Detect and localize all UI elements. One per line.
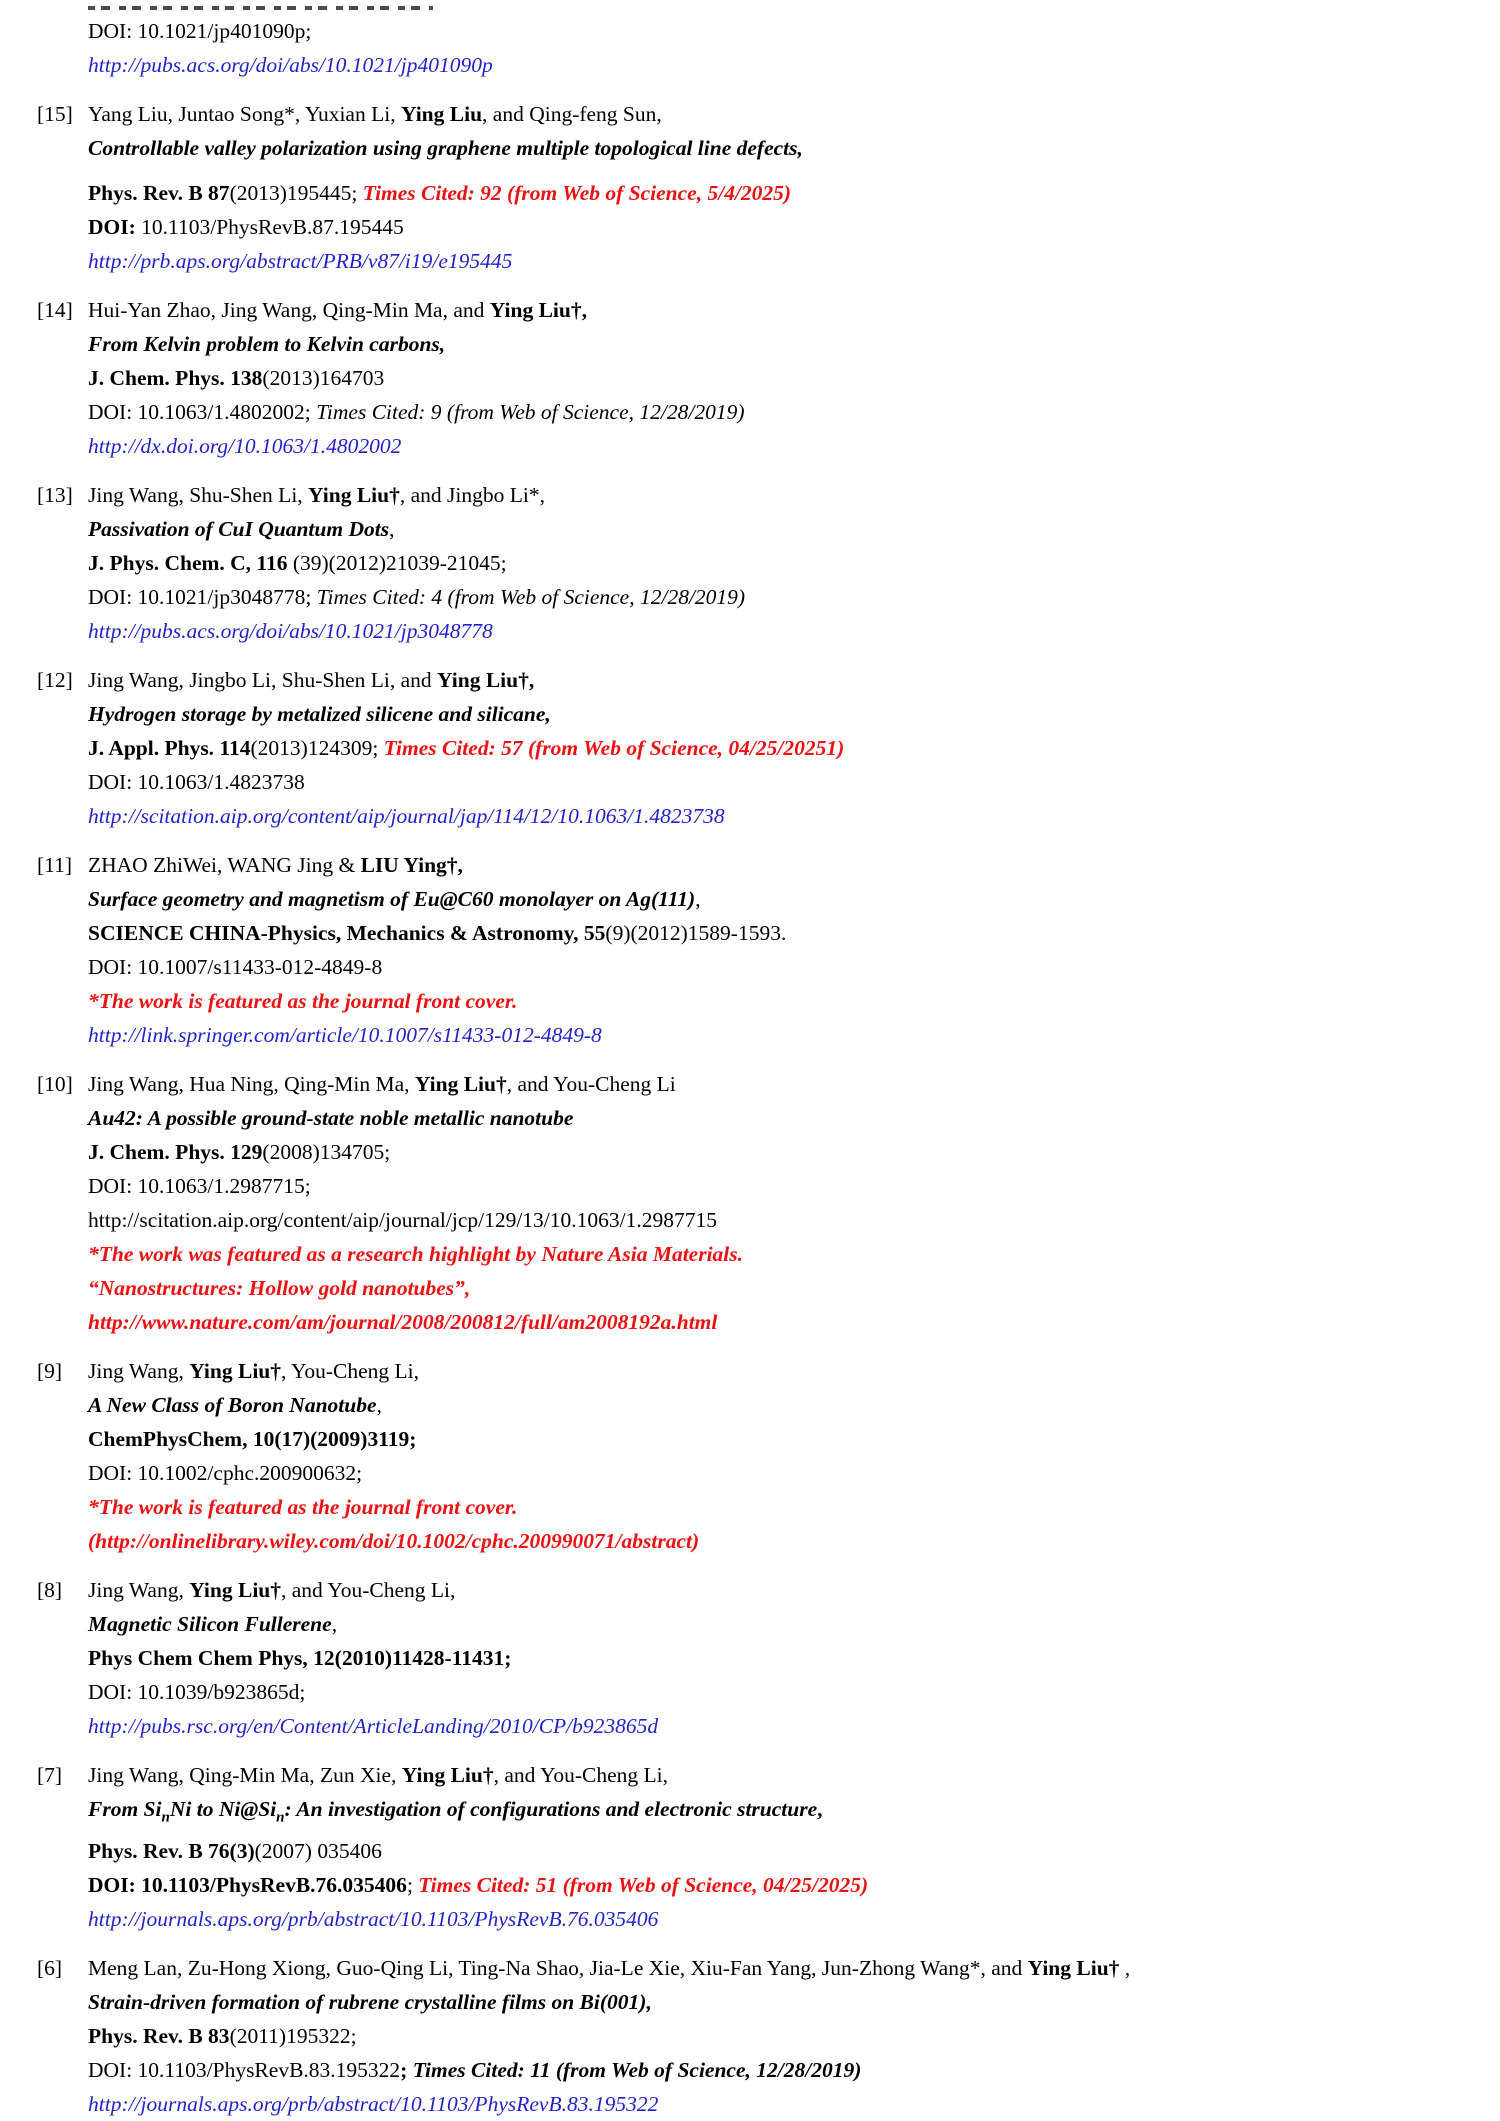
text-segment: Jing Wang, Hua Ning, Qing-Min Ma,: [88, 1072, 415, 1096]
text-segment: (2013)195445;: [229, 181, 363, 205]
text-segment: , and Qing-feng Sun,: [482, 102, 662, 126]
publication-entry: [37, 293, 1480, 463]
text-segment: ChemPhysChem, 10(17)(2009)3119;: [88, 1427, 417, 1451]
entry-line: [88, 1607, 1480, 1641]
text-segment: Hui-Yan Zhao, Jing Wang, Qing-Min Ma, and: [88, 298, 490, 322]
entry-line: [88, 546, 1480, 580]
text-segment: J. Phys. Chem. C, 116: [88, 551, 288, 575]
entry-body: [88, 293, 1480, 463]
text-segment: Times Cited: 92 (from Web of Science, 5/4/2025): [362, 181, 792, 205]
entry-line: [88, 131, 1480, 165]
entry-body: [88, 478, 1480, 648]
entry-line: [88, 176, 1480, 210]
publication-entry-partial: [37, 14, 1480, 82]
text-segment: DOI: 10.1007/s11433-012-4849-8: [88, 955, 383, 979]
text-segment: Yang Liu, Juntao Song*, Yuxian Li,: [88, 102, 401, 126]
text-segment: (2008)134705;: [262, 1140, 391, 1164]
text-segment: Times Cited: 11 (from Web of Science, 12/28/2019): [412, 2058, 862, 2083]
entry-line: [88, 1792, 1480, 1834]
entry-line: [88, 882, 1480, 916]
entry-line: [88, 210, 1480, 244]
publication-entry: [37, 97, 1480, 278]
text-segment: Jing Wang, Jingbo Li, Shu-Shen Li, and: [88, 668, 438, 692]
text-segment: (2013)164703: [262, 366, 385, 390]
text-segment: Jing Wang,: [88, 1578, 190, 1602]
text-segment: (39)(2012)21039-21045;: [287, 551, 507, 575]
entry-number: [6]: [37, 1956, 63, 1981]
entry-line: [88, 697, 1480, 731]
url-link[interactable]: http://prb.aps.org/abstract/PRB/v87/i19/e195445: [88, 249, 513, 273]
text-segment: ,: [376, 1393, 382, 1417]
publication-entry: [37, 1758, 1480, 1936]
text-segment: Magnetic Silicon Fullerene: [88, 1612, 332, 1636]
entry-body: [88, 1067, 1480, 1339]
entry-line: [88, 1067, 1480, 1101]
publication-entry: [37, 478, 1480, 648]
text-segment: Phys. Rev. B 83: [88, 2024, 230, 2049]
text-segment: DOI: 10.1021/jp401090p;: [88, 19, 312, 43]
text-segment: Strain-driven formation of rubrene crystalline films on Bi(001),: [88, 1990, 652, 2015]
entry-line: [88, 765, 1480, 799]
text-segment: Phys. Rev. B 76(3): [88, 1839, 255, 1864]
entry-line: [88, 1388, 1480, 1422]
entry-body: [88, 1354, 1480, 1558]
text-segment: DOI: 10.1039/b923865d;: [88, 1680, 306, 1704]
url-link[interactable]: http://pubs.acs.org/doi/abs/10.1021/jp401090p: [88, 53, 493, 77]
text-segment: Phys. Rev. B 87: [88, 181, 230, 205]
text-segment: From Si: [88, 1797, 162, 1821]
text-segment: Times Cited: 57 (from Web of Science, 04/25/20251): [383, 736, 845, 760]
text-segment: Ying Liu†: [414, 1072, 507, 1096]
text-segment: DOI: 10.1063/1.4802002;: [88, 400, 317, 424]
entry-line: [88, 1271, 1480, 1305]
entry-body: [88, 1573, 1480, 1743]
clipped-text-fragment: [88, 6, 433, 10]
entry-line: [88, 1135, 1480, 1169]
text-segment: LIU Ying†,: [360, 853, 463, 877]
url-link[interactable]: http://dx.doi.org/10.1063/1.4802002: [88, 434, 402, 458]
entry-number: [12]: [37, 668, 73, 692]
text-segment: 10.1103/PhysRevB.87.195445: [135, 215, 404, 239]
entry-line: [88, 614, 1480, 648]
text-segment: , and You-Cheng Li,: [493, 1763, 668, 1787]
publication-entry: [37, 848, 1480, 1052]
entry-line: [88, 478, 1480, 512]
entry-line: [88, 48, 1480, 82]
text-segment: Ying Liu†: [189, 1578, 282, 1602]
entry-line: [88, 799, 1480, 833]
text-segment: ZHAO ZhiWei, WANG Jing &: [88, 853, 361, 877]
text-segment: (2013)124309;: [250, 736, 384, 760]
text-segment: Jing Wang, Qing-Min Ma, Zun Xie,: [88, 1763, 402, 1787]
text-segment: Ying Liu†: [401, 1763, 494, 1787]
entry-line: [88, 14, 1480, 48]
url-link[interactable]: http://scitation.aip.org/content/aip/journal/jap/114/12/10.1063/1.4823738: [88, 804, 725, 828]
entry-line: [88, 1018, 1480, 1052]
entry-line: [88, 429, 1480, 463]
entry-line: [88, 1237, 1480, 1271]
text-segment: Au42: A possible ground-state noble metallic nanotube: [88, 1106, 574, 1130]
text-segment: DOI: 10.1063/1.4823738: [88, 770, 305, 794]
entry-line: [88, 1490, 1480, 1524]
text-segment: Hydrogen storage by metalized silicene and silicane,: [88, 702, 551, 726]
entry-number: [9]: [37, 1359, 63, 1383]
entry-line: [88, 663, 1480, 697]
entry-body: [88, 14, 1480, 82]
text-segment: http://www.nature.com/am/journal/2008/200812/full/am2008192a.html: [88, 1310, 718, 1334]
text-segment: Surface geometry and magnetism of Eu@C60 monolayer on Ag(111): [88, 887, 696, 911]
text-segment: DOI: 10.1063/1.2987715;: [88, 1174, 311, 1198]
url-link[interactable]: http://pubs.rsc.org/en/Content/ArticleLanding/2010/CP/b923865d: [88, 1714, 659, 1738]
entry-number: [7]: [37, 1763, 63, 1787]
entry-line: [88, 1203, 1480, 1237]
text-segment: Ying Liu†: [189, 1359, 282, 1383]
entry-line: [88, 1524, 1480, 1558]
text-segment: Ying Liu†,: [489, 298, 587, 322]
publication-entry: [37, 1354, 1480, 1558]
text-segment: Jing Wang,: [88, 1359, 190, 1383]
text-segment: Times Cited: 4 (from Web of Science, 12/28/2019): [316, 585, 746, 609]
text-segment: ;: [400, 2058, 413, 2083]
text-segment: J. Chem. Phys. 129: [88, 1140, 263, 1164]
text-segment: DOI:: [88, 215, 136, 239]
entry-line: [88, 1354, 1480, 1388]
entry-line: [88, 2087, 1480, 2121]
text-segment: Ying Liu†: [308, 483, 400, 507]
entry-number: [15]: [37, 102, 73, 126]
text-segment: Passivation of CuI Quantum Dots: [88, 517, 390, 541]
entry-line: [88, 1951, 1480, 1985]
publication-list: [37, 14, 1480, 2121]
text-segment: Times Cited: 51 (from Web of Science, 04/25/2025): [418, 1873, 869, 1898]
entry-line: [88, 984, 1480, 1018]
text-segment: DOI: 10.1103/PhysRevB.83.195322: [88, 2058, 401, 2083]
entry-line: [88, 327, 1480, 361]
entry-line: [88, 1758, 1480, 1792]
entry-line: [88, 2019, 1480, 2053]
text-segment: Ying Liu: [400, 102, 483, 126]
text-segment: , and You-Cheng Li,: [281, 1578, 456, 1602]
entry-line: [88, 1709, 1480, 1743]
entry-line: [88, 361, 1480, 395]
entry-line: [88, 1675, 1480, 1709]
url-link[interactable]: http://journals.aps.org/prb/abstract/10.1103/PhysRevB.83.195322: [88, 2092, 659, 2117]
entry-line: [88, 1456, 1480, 1490]
entry-line: [88, 1573, 1480, 1607]
url-link[interactable]: http://link.springer.com/article/10.1007/s11433-012-4849-8: [88, 1023, 602, 1047]
text-segment: “Nanostructures: Hollow gold nanotubes”,: [88, 1276, 471, 1300]
text-segment: A New Class of Boron Nanotube: [88, 1393, 377, 1417]
text-segment: Phys Chem Chem Phys, 12(2010)11428-11431;: [88, 1646, 512, 1670]
text-segment: ,: [389, 517, 395, 541]
entry-body: [88, 1951, 1480, 2121]
text-segment: (2011)195322;: [229, 2024, 357, 2049]
text-segment: ,: [331, 1612, 338, 1636]
text-segment: DOI: 10.1021/jp3048778;: [88, 585, 317, 609]
entry-line: [88, 916, 1480, 950]
entry-body: [88, 1758, 1480, 1936]
entry-body: [88, 97, 1480, 278]
text-segment: , You-Cheng Li,: [281, 1359, 419, 1383]
entry-number: [14]: [37, 298, 73, 322]
text-segment: *The work is featured as the journal front cover.: [88, 1495, 518, 1519]
entry-number: [10]: [37, 1072, 73, 1096]
text-segment: (http://onlinelibrary.wiley.com/doi/10.1002/cphc.200990071/abstract): [88, 1529, 700, 1553]
text-segment: *The work was featured as a research highlight by Nature Asia Materials.: [88, 1242, 744, 1266]
text-segment: , and Jingbo Li*,: [399, 483, 545, 507]
publication-entry: [37, 1951, 1480, 2121]
text-segment: ,: [695, 887, 701, 911]
entry-number: [13]: [37, 483, 73, 507]
text-segment: n: [161, 1809, 170, 1826]
entry-line: [88, 950, 1480, 984]
text-segment: DOI: 10.1103/PhysRevB.76.035406: [88, 1873, 407, 1898]
entry-line: [88, 1868, 1480, 1902]
text-segment: Jing Wang, Shu-Shen Li,: [88, 483, 309, 507]
text-segment: Ni to Ni@Si: [169, 1797, 277, 1821]
entry-line: [88, 293, 1480, 327]
entry-line: [88, 244, 1480, 278]
text-segment: Times Cited: 9 (from Web of Science, 12/28/2019): [316, 400, 745, 424]
entry-number: [8]: [37, 1578, 63, 1602]
text-segment: DOI: 10.1002/cphc.200900632;: [88, 1461, 363, 1485]
entry-line: [88, 395, 1480, 429]
entry-line: [88, 1641, 1480, 1675]
entry-line: [88, 731, 1480, 765]
text-segment: ;: [406, 1873, 419, 1898]
text-segment: Ying Liu†,: [437, 668, 535, 692]
entry-line: [88, 848, 1480, 882]
entry-line: [88, 1834, 1480, 1868]
entry-line: [88, 97, 1480, 131]
text-segment: : An investigation of configurations and electronic structure: [284, 1797, 818, 1821]
publication-entry: [37, 663, 1480, 833]
entry-line: [88, 580, 1480, 614]
url-link[interactable]: http://pubs.acs.org/doi/abs/10.1021/jp3048778: [88, 619, 493, 643]
entry-line: [88, 1169, 1480, 1203]
text-segment: n: [276, 1809, 285, 1826]
text-segment: From Kelvin problem to Kelvin carbons,: [88, 332, 446, 356]
text-segment: Meng Lan, Zu-Hong Xiong, Guo-Qing Li, Ting-Na Shao, Jia-Le Xie, Xiu-Fan Yang, Jun-Zhong Wang*, and: [88, 1956, 1028, 1981]
entry-line: [88, 512, 1480, 546]
url-link[interactable]: http://journals.aps.org/prb/abstract/10.1103/PhysRevB.76.035406: [88, 1907, 659, 1932]
text-segment: Controllable valley polarization using graphene multiple topological line defects,: [88, 136, 803, 160]
text-segment: http://scitation.aip.org/content/aip/journal/jcp/129/13/10.1063/1.2987715: [88, 1208, 718, 1232]
text-segment: J. Appl. Phys. 114: [88, 736, 251, 760]
entry-line: [88, 1101, 1480, 1135]
entry-number: [11]: [37, 853, 73, 877]
text-segment: , and You-Cheng Li: [506, 1072, 676, 1096]
entry-line: [88, 1985, 1480, 2019]
publication-entry: [37, 1067, 1480, 1339]
text-segment: J. Chem. Phys. 138: [88, 366, 263, 390]
text-segment: ,: [1119, 1956, 1131, 1981]
text-segment: Ying Liu†: [1027, 1956, 1120, 1981]
text-segment: *The work is featured as the journal front cover.: [88, 989, 518, 1013]
text-segment: (2007) 035406: [254, 1839, 382, 1864]
entry-line: [88, 1422, 1480, 1456]
text-segment: (9)(2012)1589-1593.: [605, 921, 787, 945]
text-segment: ,: [817, 1797, 823, 1821]
publication-entry: [37, 1573, 1480, 1743]
entry-body: [88, 663, 1480, 833]
text-segment: SCIENCE CHINA-Physics, Mechanics & Astronomy, 55: [88, 921, 606, 945]
entry-line: [88, 1902, 1480, 1936]
entry-line: [88, 2053, 1480, 2087]
entry-line: [88, 1305, 1480, 1339]
entry-body: [88, 848, 1480, 1052]
